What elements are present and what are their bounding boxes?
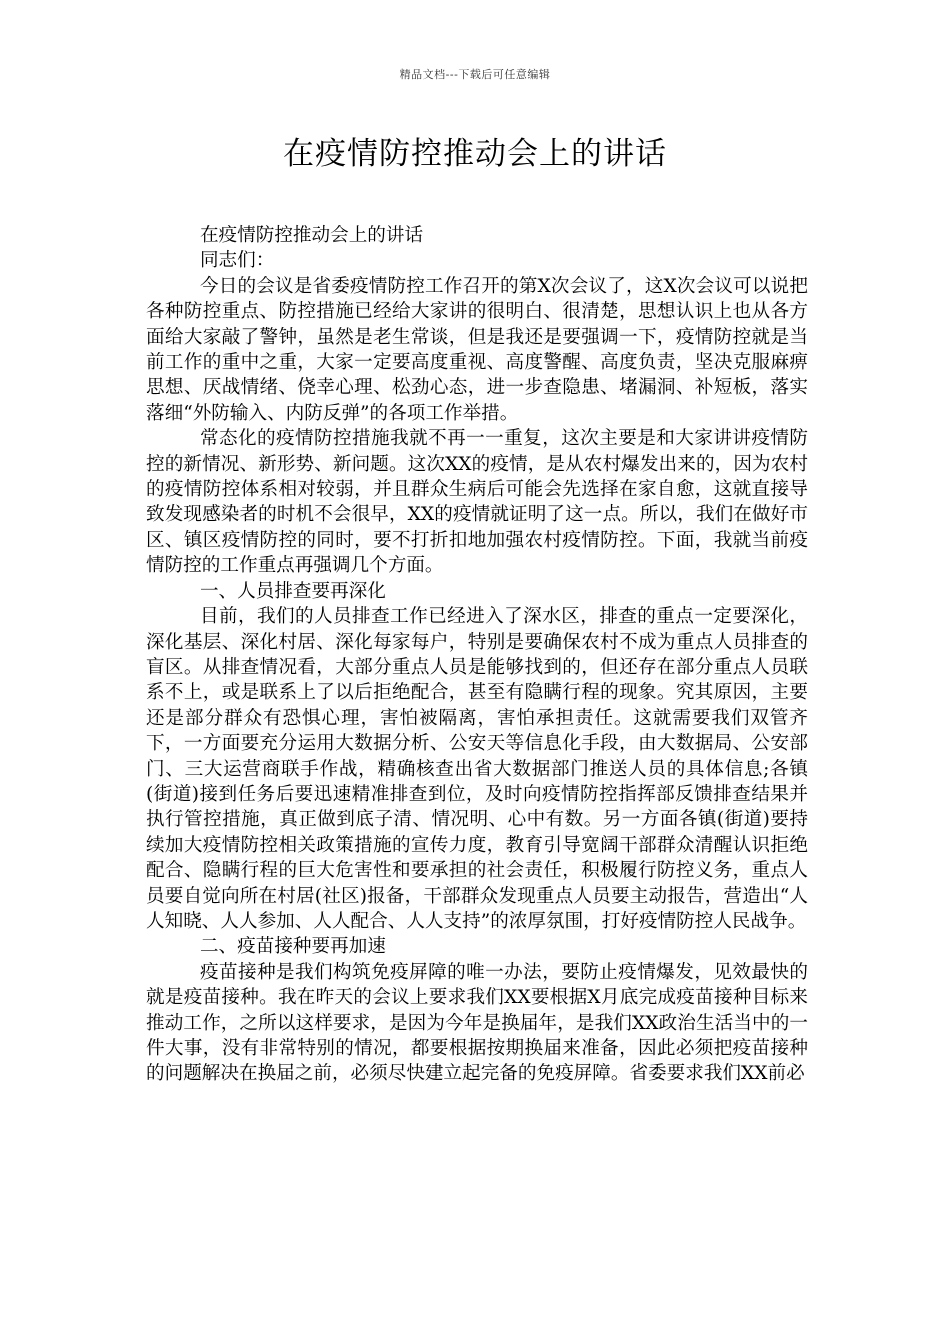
document-body [146, 223, 808, 1087]
salutation: 同志们： [199, 250, 275, 272]
paragraph: 疫苗接种是我们构筑免疫屏障的唯一办法，要防止疫情爆发，见效最快的就是疫苗接种。我在昨天的会议上要求我们XX要根据X月底完成疫苗接种目标来推动工作，之所以这样要求，是因为今年是换届年，是我们XX政治生活当中的一件大事，没有非常特别的情况，都要根据按期换届来准备，因此必须把疫苗接种的问题解决在换届之前，必须尽快建立起完备的免疫屏障。省委要求我们XX前必 [146, 961, 808, 1085]
paragraph: 目前，我们的人员排查工作已经进入了深水区，排查的重点一定要深化，深化基层、深化村居、深化每家每户，特别是要确保农村不成为重点人员排查的盲区。从排查情况看，大部分重点人员是能够找到的，但还存在部分重点人员联系不上，或是联系上了以后拒绝配合，甚至有隐瞒行程的现象。究其原因，主要还是部分群众有恐惧心理，害怕被隔离，害怕承担责任。这就需要我们双管齐下，一方面要充分运用大数据分析、公安天等信息化手段，由大数据局、公安部门、三大运营商联手作战，精确核查出省大数据部门推送人员的具体信息;各镇(街道)接到任务后要迅速精准排查到位，及时向疫情防控指挥部反馈排查结果并执行管控措施，真正做到底子清、情况明、心中有数。另一方面各镇(街道)要持续加大疫情防控相关政策措施的宣传力度，教育引导宽阔干部群众清醒认识拒绝配合、隐瞒行程的巨大危害性和要承担的社会责任，积极履行防控义务，重点人员要自觉向所在村居(社区)报备，干部群众发现重点人员要主动报告，营造出“人人知晓、人人参加、人人配合、人人支持”的浓厚氛围，打好疫情防控人民战争。 [146, 606, 808, 932]
header-note: 精品文档---下载后可任意编辑 [399, 68, 551, 81]
document-title: 在疫情防控推动会上的讲话 [283, 136, 667, 172]
body-subtitle: 在疫情防控推动会上的讲话 [199, 225, 424, 246]
section-heading: 一、人员排查要再深化 [199, 580, 386, 602]
section-heading: 二、疫苗接种要再加速 [199, 936, 386, 958]
paragraph: 常态化的疫情防控措施我就不再一一重复，这次主要是和大家讲讲疫情防控的新情况、新形势、新问题。这次XX的疫情，是从农村爆发出来的，因为农村的疫情防控体系相对较弱，并且群众生病后可能会先选择在家自愈，这就直接导致发现感染者的时机不会很早，XX的疫情就证明了这一点。所以，我们在做好市区、镇区疫情防控的同时，要不打折扣地加强农村疫情防控。下面，我就当前疫情防控的工作重点再强调几个方面。 [146, 428, 808, 577]
paragraph: 今日的会议是省委疫情防控工作召开的第X次会议了，这X次会议可以说把各种防控重点、防控措施已经给大家讲的很明白、很清楚，思想认识上也从各方面给大家敲了警钟，虽然是老生常谈，但是我还是要强调一下，疫情防控就是当前工作的重中之重，大家一定要高度重视、高度警醒、高度负责，坚决克服麻痹思想、厌战情绪、侥幸心理、松劲心态，进一步查隐患、堵漏洞、补短板，落实落细“外防输入、内防反弹”的各项工作举措。 [146, 275, 808, 424]
